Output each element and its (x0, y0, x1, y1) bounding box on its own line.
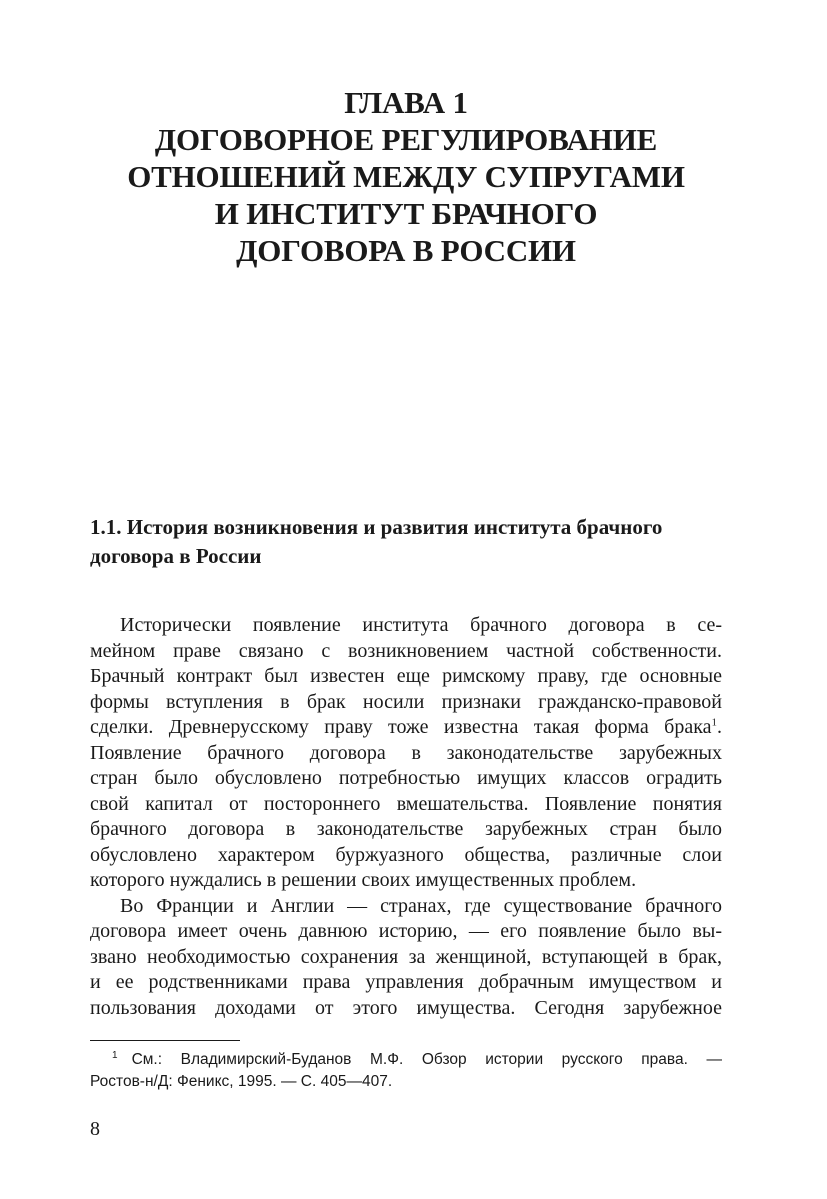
paragraph-line: договора имеет очень давнюю историю, — его появление было вы- (90, 920, 722, 942)
footnote (90, 1049, 722, 1093)
paragraph-line: звано необходимостью сохранения за женщиной, вступающей в брак, (90, 945, 722, 968)
chapter-title-line: ДОГОВОРНОЕ РЕГУЛИРОВАНИЕ (154, 122, 658, 157)
section-heading-line: договора в России (90, 544, 262, 568)
page-number: 8 (90, 1118, 100, 1140)
chapter-title-line: ОТНОШЕНИЙ МЕЖДУ СУПРУГАМИ (127, 159, 685, 194)
paragraph-line: пользования доходами от этого имущества. Сегодня зарубежное (90, 996, 722, 1019)
paragraph-line: обусловлено характером буржуазного общества, различные слои (90, 843, 722, 866)
paragraph-line: мейном праве связано с возникновением частной собственности. (90, 639, 722, 662)
paragraph-line (90, 715, 722, 741)
footnote-reference[interactable]: 1 (711, 716, 717, 729)
chapter-number: ГЛАВА 1 (344, 85, 468, 120)
footnote-text: См.: Владимирский-Буданов М.Ф. Обзор истории русского права. — (131, 1051, 722, 1068)
footnote-line (90, 1049, 722, 1071)
paragraph-text: сделки. Древнерусскому праву тоже известна такая форма брака (90, 716, 712, 738)
paragraph-line: Брачный контракт был известен еще римскому праву, где основные (90, 665, 722, 687)
body-text (90, 613, 722, 1021)
paragraph-line: которого нуждались в решении своих имущественных проблем. (90, 869, 637, 891)
paragraph-line: Во Франции и Англии — странах, где существование брачного (120, 894, 722, 917)
paragraph-line: свой капитал от постороннего вмешательства. Появление понятия (90, 792, 722, 815)
paragraph-line: брачного договора в законодательстве зарубежных стран было (90, 818, 722, 840)
chapter-title-line: ДОГОВОРА В РОССИИ (236, 233, 576, 268)
section-heading-line: 1.1. История возникновения и развития института брачного (90, 515, 663, 539)
chapter-title-line: И ИНСТИТУТ БРАЧНОГО (214, 196, 598, 231)
footnote-divider (90, 1040, 240, 1041)
paragraph-line: Появление брачного договора в законодательстве зарубежных (90, 741, 722, 764)
chapter-title (90, 84, 722, 269)
paragraph-line: формы вступления в брак носили признаки гражданско-правовой (90, 690, 722, 713)
footnote-mark: 1 (112, 1049, 118, 1061)
paragraph-line: стран было обусловлено потребностью имущих классов оградить (90, 767, 722, 789)
section-heading (90, 513, 730, 571)
paragraph-text: . (717, 716, 722, 738)
paragraph-line: и ее родственниками права управления добрачным имуществом и (90, 971, 722, 993)
paragraph-line: Исторически появление института брачного договора в се- (120, 614, 722, 636)
footnote-line: Ростов-н/Д: Феникс, 1995. — С. 405—407. (90, 1073, 393, 1090)
